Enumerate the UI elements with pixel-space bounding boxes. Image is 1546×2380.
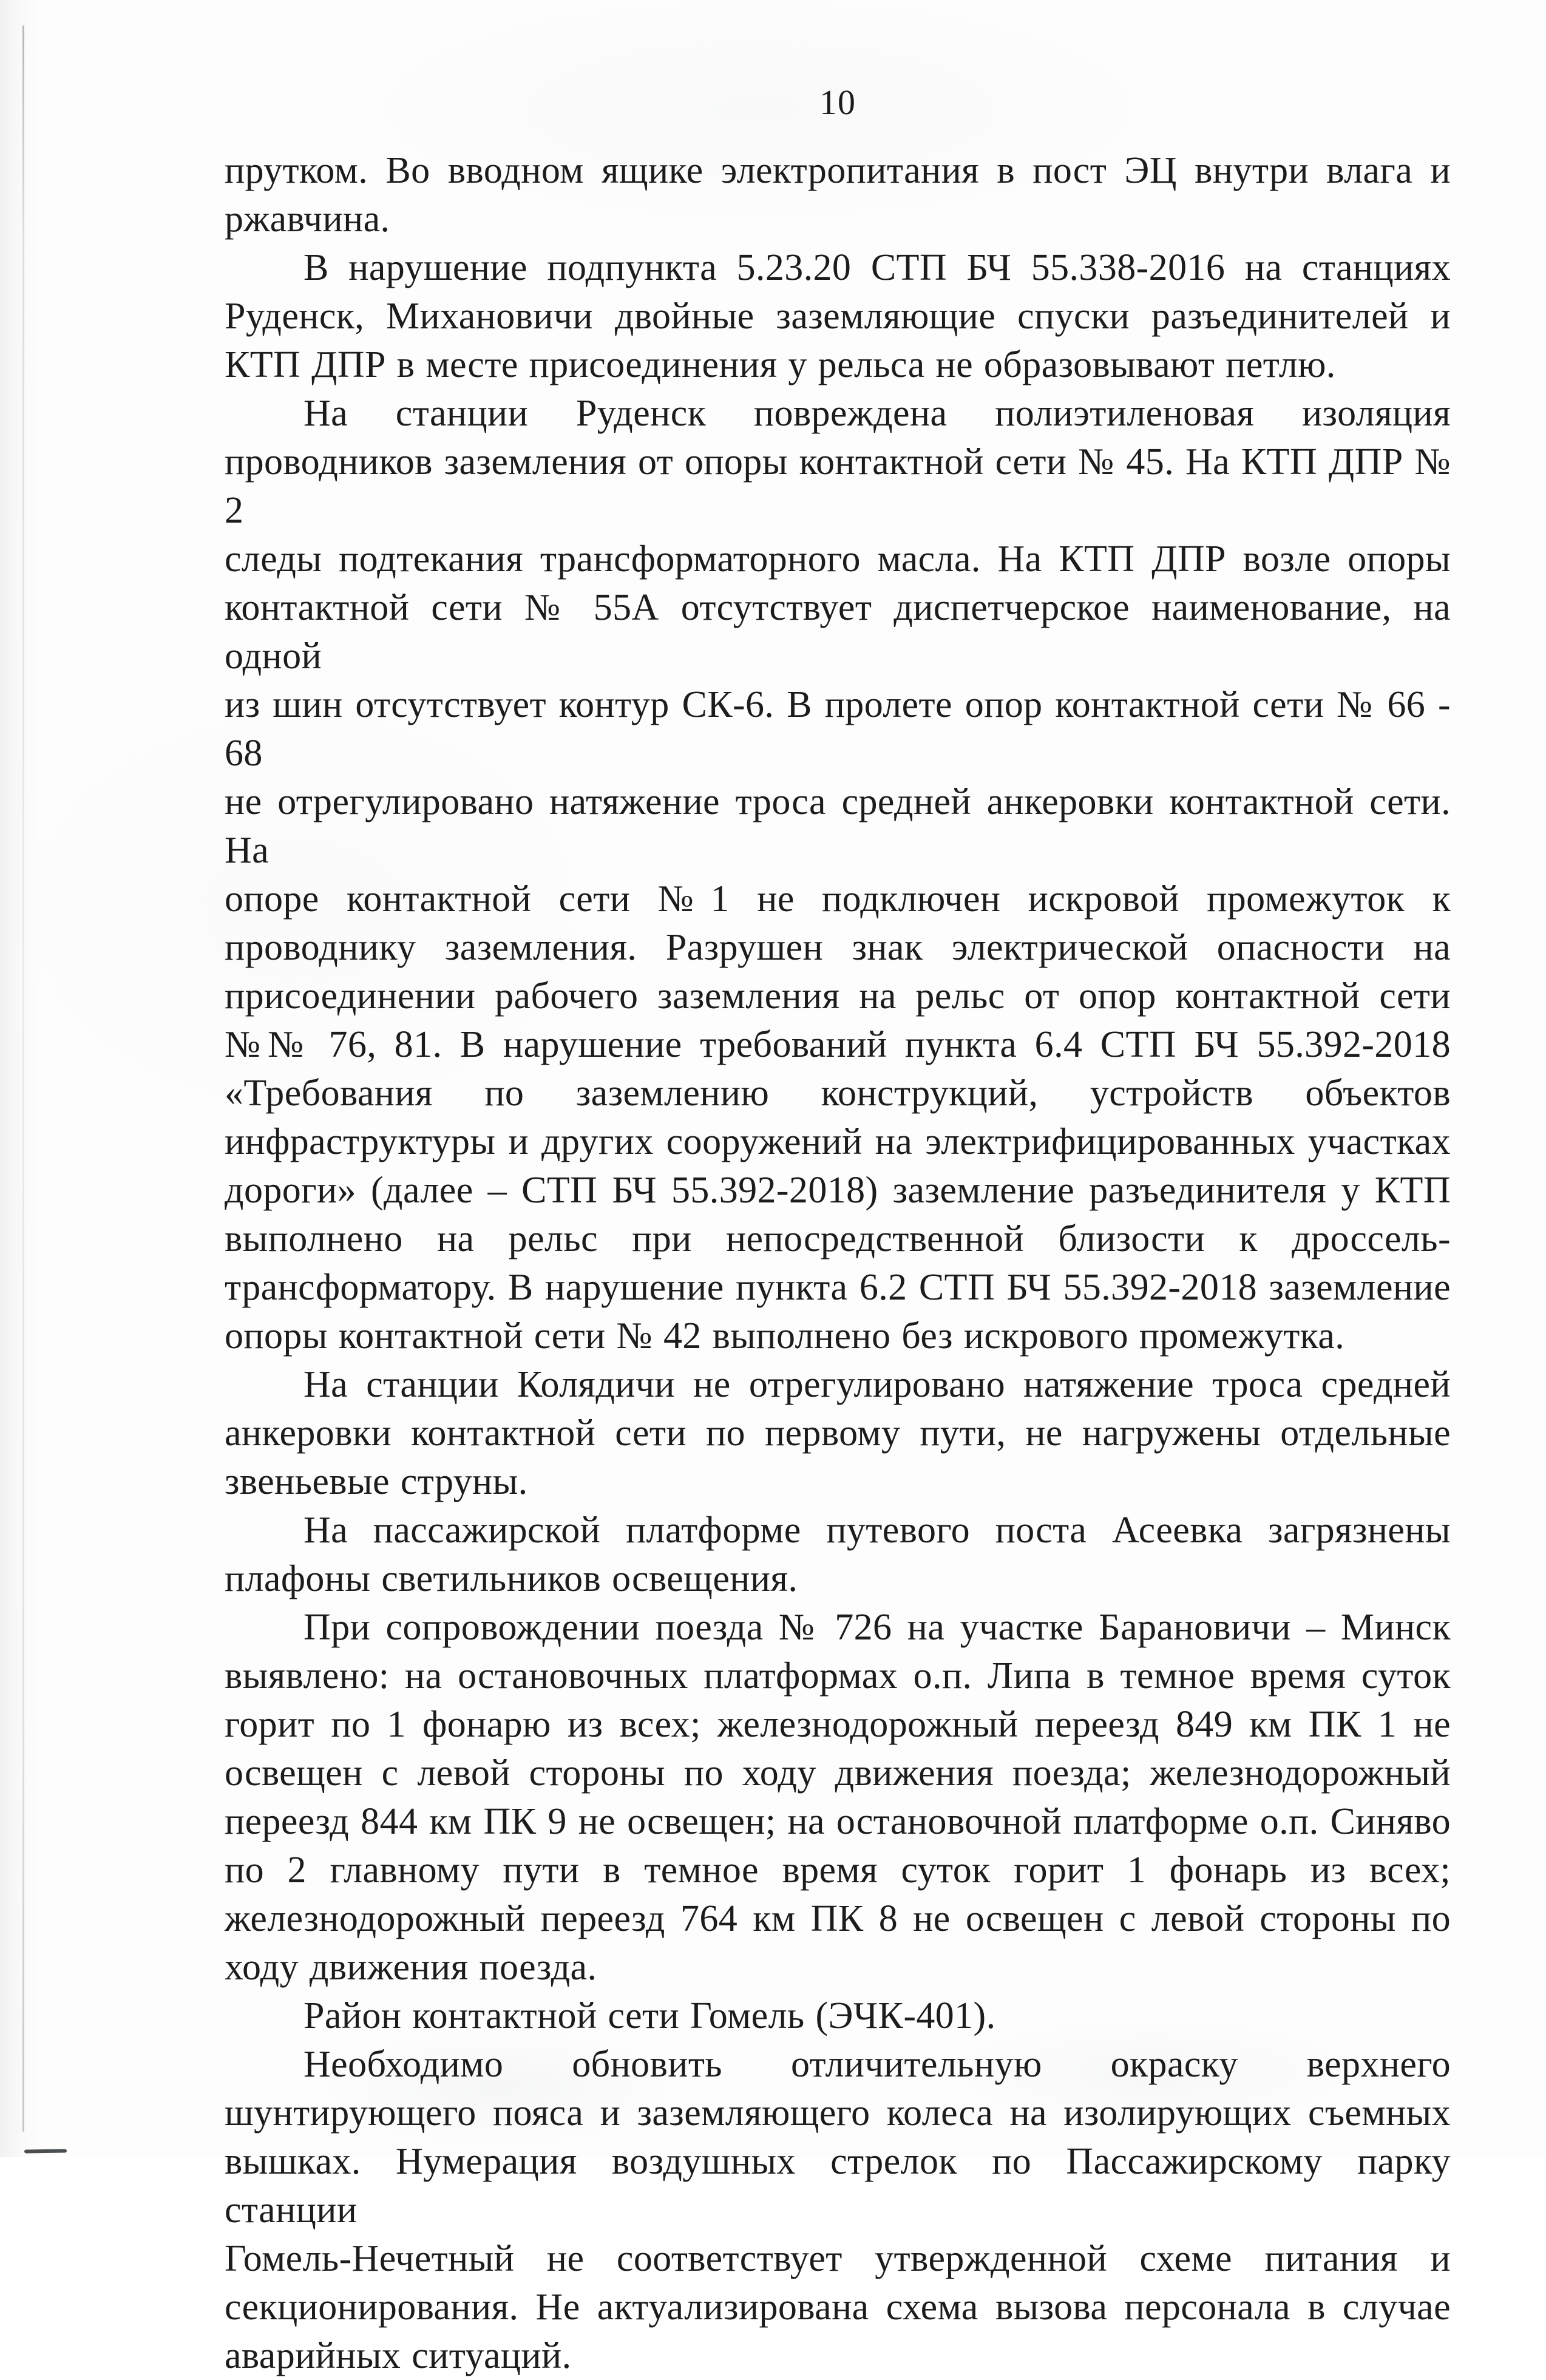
paragraph (225, 243, 1451, 389)
text-line: инфраструктуры и других сооружений на электрифицированных участках (225, 1121, 1451, 1162)
text-line: Необходимо обновить отличительную окраску верхнего (303, 2044, 1451, 2085)
text-line: по 2 главному пути в темное время суток горит 1 фонарь из всех; (225, 1849, 1451, 1891)
text-line: опоры контактной сети № 42 выполнено без искрового промежутка. (225, 1315, 1345, 1357)
text-line: КТП ДПР в месте присоединения у рельса не образовывают петлю. (225, 344, 1336, 385)
document-body-text (225, 146, 1451, 2380)
scan-edge-line-artifact (22, 25, 24, 2132)
text-line: проводников заземления от опоры контактной сети № 45. На КТП ДПР № 2 (225, 441, 1451, 531)
paragraph (225, 389, 1451, 1360)
text-line: железнодорожный переезд 764 км ПК 8 не освещен с левой стороны по (225, 1898, 1451, 1939)
text-line: секционирования. Не актуализирована схема вызова персонала в случае (225, 2287, 1451, 2328)
text-line: ходу движения поезда. (225, 1947, 597, 1988)
text-line: Руденск, Михановичи двойные заземляющие спуски разъединителей и (225, 296, 1451, 337)
text-line: переезд 844 км ПК 9 не освещен; на остановочной платформе о.п. Синяво (225, 1801, 1451, 1842)
text-line: аварийных ситуаций. (225, 2335, 572, 2376)
text-line: плафоны светильников освещения. (225, 1558, 798, 1599)
paragraph (225, 1603, 1451, 1992)
text-line: выявлено: на остановочных платформах о.п. Липа в темное время суток (225, 1655, 1451, 1697)
text-line: Гомель-Нечетный не соответствует утвержденной схеме питания и (225, 2238, 1451, 2279)
text-line: №№ 76, 81. В нарушение требований пункта 6.4 СТП БЧ 55.392-2018 (225, 1024, 1451, 1065)
text-line: контактной сети № 55А отсутствует диспетчерское наименование, на одной (225, 587, 1451, 677)
text-line: вышках. Нумерация воздушных стрелок по Пассажирскому парку станции (225, 2141, 1451, 2231)
text-line: освещен с левой стороны по ходу движения поезда; железнодорожный (225, 1752, 1451, 1794)
text-line: При сопровождении поезда № 726 на участке Барановичи – Минск (303, 1607, 1451, 1648)
text-line: шунтирующего пояса и заземляющего колеса на изолирующих съемных (225, 2092, 1451, 2134)
text-line: горит по 1 фонарю из всех; железнодорожный переезд 849 км ПК 1 не (225, 1704, 1451, 1745)
text-line: выполнено на рельс при непосредственной близости к дроссель- (225, 1218, 1451, 1260)
text-line: звеньевые струны. (225, 1461, 528, 1502)
text-line: прутком. Во вводном ящике электропитания в пост ЭЦ внутри влага и (225, 150, 1451, 191)
text-line: трансформатору. В нарушение пункта 6.2 СТП БЧ 55.392-2018 заземление (225, 1267, 1451, 1308)
text-line: следы подтекания трансформаторного масла. На КТП ДПР возле опоры (225, 538, 1451, 580)
paragraph (225, 1992, 1451, 2040)
text-line: из шин отсутствует контур СК-6. В пролете опор контактной сети № 66 - 68 (225, 684, 1451, 774)
text-line: На пассажирской платформе путевого поста Асеевка загрязнены (303, 1510, 1451, 1551)
text-line: дороги» (далее – СТП БЧ 55.392-2018) заземление разъединителя у КТП (225, 1170, 1451, 1211)
paragraph (225, 1360, 1451, 1506)
scan-corner-mark (24, 2149, 67, 2154)
text-line: не отрегулировано натяжение троса средней анкеровки контактной сети. На (225, 781, 1451, 871)
paragraph (225, 2040, 1451, 2380)
text-line: На станции Колядичи не отрегулировано натяжение троса средней (303, 1364, 1451, 1405)
paragraph (225, 1506, 1451, 1603)
paragraph (225, 146, 1451, 243)
text-line: На станции Руденск повреждена полиэтиленовая изоляция (303, 393, 1451, 434)
text-line: анкеровки контактной сети по первому пути, не нагружены отдельные (225, 1412, 1451, 1454)
scan-edge-shadow (0, 0, 38, 2157)
text-line: опоре контактной сети №1 не подключен искровой промежуток к (225, 878, 1451, 920)
text-line: «Требования по заземлению конструкций, устройств объектов (225, 1073, 1451, 1114)
text-line: Район контактной сети Гомель (ЭЧК-401). (303, 1995, 996, 2036)
text-line: ржавчина. (225, 198, 390, 240)
text-line: проводнику заземления. Разрушен знак электрической опасности на (225, 927, 1451, 968)
text-line: присоединении рабочего заземления на рельс от опор контактной сети (225, 975, 1451, 1017)
page-number: 10 (819, 83, 856, 122)
text-line: В нарушение подпункта 5.23.20 СТП БЧ 55.338-2016 на станциях (303, 247, 1451, 288)
